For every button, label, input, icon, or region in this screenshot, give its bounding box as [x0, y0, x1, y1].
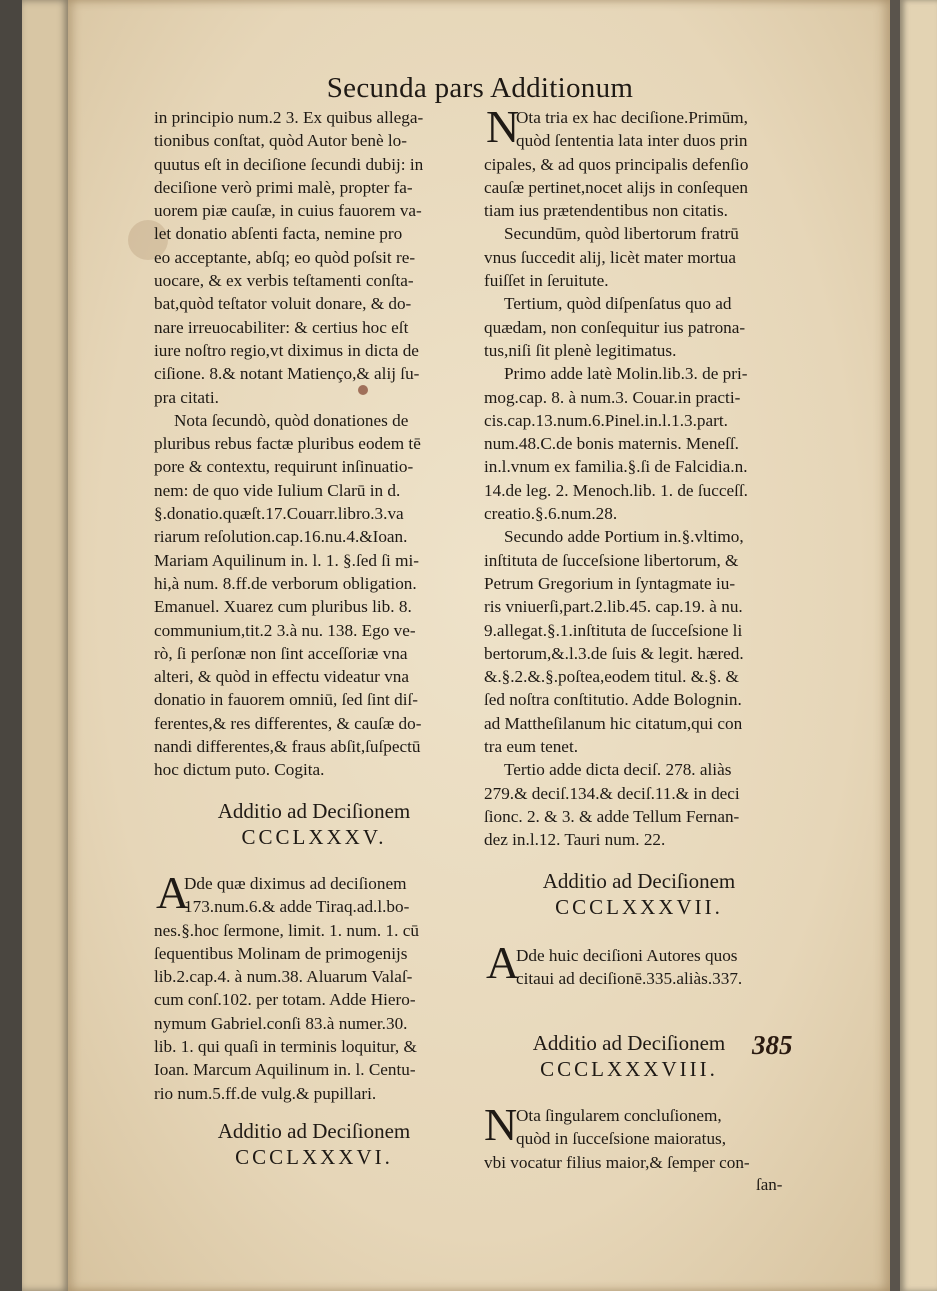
text-line: Ota tria ex hac deciſione.Primūm, [516, 108, 748, 127]
text-line: 173.num.6.& adde Tiraq.ad.l.bo- [184, 897, 410, 917]
right-leaf [900, 0, 937, 1291]
text-line: uocare, & ex verbis teſtamenti conſta- [154, 271, 414, 291]
text-line: quutus eſt in deciſione ſecundi dubij: in [154, 154, 424, 174]
text-line: cum conſ.102. per totam. Adde Hiero- [154, 990, 416, 1010]
heading-386 [154, 1118, 474, 1170]
text-line: Dde quæ diximus ad deciſionem [184, 874, 407, 893]
heading-385 [154, 798, 474, 850]
text-line: Dde huic deciſioni Autores quos [516, 946, 738, 965]
text-line: cis.cap.13.num.6.Pinel.in.l.1.3.part. [484, 410, 728, 430]
text-line: bertorum,&.l.3.de ſuis & legit. hæred. [484, 643, 744, 663]
text-line: 14.de leg. 2. Menoch.lib. 1. de ſucceſſ. [484, 480, 748, 500]
heading-387 [484, 868, 794, 920]
running-header: Secunda pars Additionum [326, 72, 634, 104]
text-line: let donatio abſenti facta, nemine pro [154, 224, 403, 244]
text-line: iure noſtro regio,vt diximus in dicta de [154, 340, 419, 360]
dropcap-387: A [486, 937, 520, 988]
heading-386-line1: Additio ad Deciſionem [217, 1119, 411, 1143]
text-line: num.48.C.de bonis maternis. Meneſſ. [484, 434, 739, 454]
left-leaf [22, 0, 68, 1291]
text-line: pluribus rebus factæ pluribus eodem tē [154, 434, 421, 454]
text-line: Emanuel. Xuarez cum pluribus lib. 8. [154, 597, 412, 617]
text-line: cipales, & ad quos principalis defenſio [484, 154, 749, 174]
text-line: uorem piæ cauſæ, in cuius fauorem va- [154, 201, 422, 221]
heading-385-line1: Additio ad Deciſionem [217, 799, 411, 823]
text-line: dez in.l.12. Tauri num. 22. [484, 830, 666, 850]
text-line: fuiſſet in ſeruitute. [484, 271, 609, 291]
text-line: &.§.2.&.§.poſtea,eodem titul. &.§. & [484, 667, 739, 687]
heading-387-line2: CCCLXXXVII. [555, 895, 723, 919]
text-line: cauſæ pertinet,nocet alijs in conſequen [484, 177, 748, 197]
right-column-388 [484, 1099, 794, 1174]
text-line: rio num.5.ff.de vulg.& pupillari. [154, 1083, 377, 1103]
left-page-edge [0, 0, 68, 1291]
text-line: creatio.§.6.num.28. [484, 504, 618, 524]
text-line: §.donatio.quæſt.17.Couarr.libro.3.va [154, 504, 404, 524]
text-line: 279.& deciſ.134.& deciſ.11.& in deci [484, 783, 740, 803]
text-line: nare irreuocabiliter: & certius hoc eſt [154, 317, 409, 337]
text-line: riarum reſolution.cap.16.nu.4.&Ioan. [154, 527, 408, 547]
text-line: alteri, & quòd in effectu videatur vna [154, 667, 410, 687]
page-number: 385 [752, 1030, 793, 1060]
text-line: citaui ad deciſionē.335.aliàs.337. [516, 969, 743, 989]
text-line: rò, ſi perſonæ non ſint acceſſoriæ vna [154, 643, 408, 663]
dropcap-388: N [484, 1099, 518, 1150]
text-line: nem: de quo vide Iulium Clarū in d. [154, 480, 401, 500]
text-line: ad Mattheſilanum hic citatum,qui con [484, 713, 743, 733]
right-column-387 [484, 944, 794, 991]
heading-388-line1: Additio ad Deciſionem [532, 1031, 726, 1055]
text-line: 9.allegat.§.1.inſtituta de ſucceſsione li [484, 620, 743, 640]
left-column-385 [154, 867, 474, 1105]
right-column-top [484, 101, 794, 852]
text-line: communium,tit.2 3.à nu. 138. Ego ve- [154, 620, 416, 640]
text-line: nymum Gabriel.conſi 83.à numer.30. [154, 1013, 408, 1033]
text-line: donatio in fauorem omniū, ſed ſint diſ- [154, 690, 418, 710]
text-line: tionibus conſtat, quòd Autor benè lo- [154, 131, 408, 151]
text-line: Secundo adde Portium in.§.vltimo, [504, 527, 744, 547]
text-line: in principio num.2 3. Ex quibus allega- [154, 108, 424, 127]
text-line: ciſione. 8.& notant Matienço,& alij ſu- [154, 364, 420, 384]
text-line: quædam, non conſequitur ius patrona- [484, 317, 746, 337]
right-page-edge [890, 0, 937, 1291]
text-line: Secundūm, quòd libertorum fratrū [504, 224, 739, 244]
text-line: hi,à num. 8.ff.de verborum obligation. [154, 573, 417, 593]
text-line: tus,niſi ſit plenè legitimatus. [484, 340, 677, 360]
text-line: lib. 1. qui quaſi in terminis loquitur, & [154, 1037, 417, 1057]
text-line: Tertio adde dicta deciſ. 278. aliàs [504, 760, 732, 780]
text-line: lib.2.cap.4. à num.38. Aluarum Valaſ- [154, 967, 413, 987]
text-line: Tertium, quòd diſpenſatus quo ad [504, 294, 732, 314]
heading-388 [484, 1030, 774, 1082]
text-line: vnus ſuccedit alij, licèt mater mortua [484, 247, 736, 267]
text-line: Ioan. Marcum Aquilinum in. l. Centu- [154, 1060, 416, 1080]
text-line: ſed noſtra conſtitutio. Adde Bolognin. [484, 690, 742, 710]
text-line: Mariam Aquilinum in. l. 1. §.ſed ſi mi- [154, 550, 419, 570]
text-line: tiam ius prætendentibus non citatis. [484, 201, 728, 221]
text-line: nandi differentes,& fraus abſit,ſuſpectū [154, 737, 421, 757]
text-line: deciſione verò primi malè, propter fa- [154, 177, 413, 197]
text-line: ris vniuerſi,part.2.lib.45. cap.19. à nu. [484, 597, 743, 617]
text-line: pore & contextu, requirunt inſinuatio- [154, 457, 414, 477]
left-column-top [154, 106, 474, 782]
text-line: Primo adde latè Molin.lib.3. de pri- [504, 364, 748, 384]
text-line: Ota ſingularem concluſionem, [516, 1106, 722, 1125]
heading-386-line2: CCCLXXXVI. [235, 1145, 393, 1169]
heading-387-line1: Additio ad Deciſionem [542, 869, 736, 893]
text-line: ferentes,& res differentes, & cauſæ do- [154, 713, 422, 733]
text-line: quòd ſententia lata inter duos prin [516, 131, 748, 151]
text-line: ſequentibus Molinam de primogenijs [154, 943, 408, 963]
text-line: hoc dictum puto. Cogita. [154, 760, 325, 780]
text-line: pra citati. [154, 387, 219, 407]
text-line: tra eum tenet. [484, 737, 579, 757]
dropcap-right: N [486, 101, 520, 152]
text-line: Nota ſecundò, quòd donationes de [174, 410, 409, 430]
catchword: ſan- [756, 1175, 783, 1194]
text-line: ſionc. 2. & 3. & adde Tellum Fernan- [484, 806, 740, 826]
text-line: in.l.vnum ex familia.§.ſi de Falcidia.n. [484, 457, 748, 477]
dropcap-385: A [156, 867, 190, 918]
text-line: mog.cap. 8. à num.3. Couar.in practi- [484, 387, 741, 407]
text-line: quòd in ſucceſsione maioratus, [516, 1129, 727, 1149]
heading-385-line2: CCCLXXXV. [241, 825, 387, 849]
text-line: Petrum Gregorium in ſyntagmate iu- [484, 573, 736, 593]
text-line: nes.§.hoc ſermone, limit. 1. num. 1. cū [154, 920, 419, 940]
text-line: eo acceptante, abſq; eo quòd poſsit re- [154, 247, 416, 267]
text-line: bat,quòd teſtator voluit donare, & do- [154, 294, 412, 314]
text-line: vbi vocatur filius maior,& ſemper con- [484, 1152, 750, 1172]
text-line: inſtituta de ſucceſsione libertorum, & [484, 550, 739, 570]
heading-388-line2: CCCLXXXVIII. [540, 1057, 718, 1081]
